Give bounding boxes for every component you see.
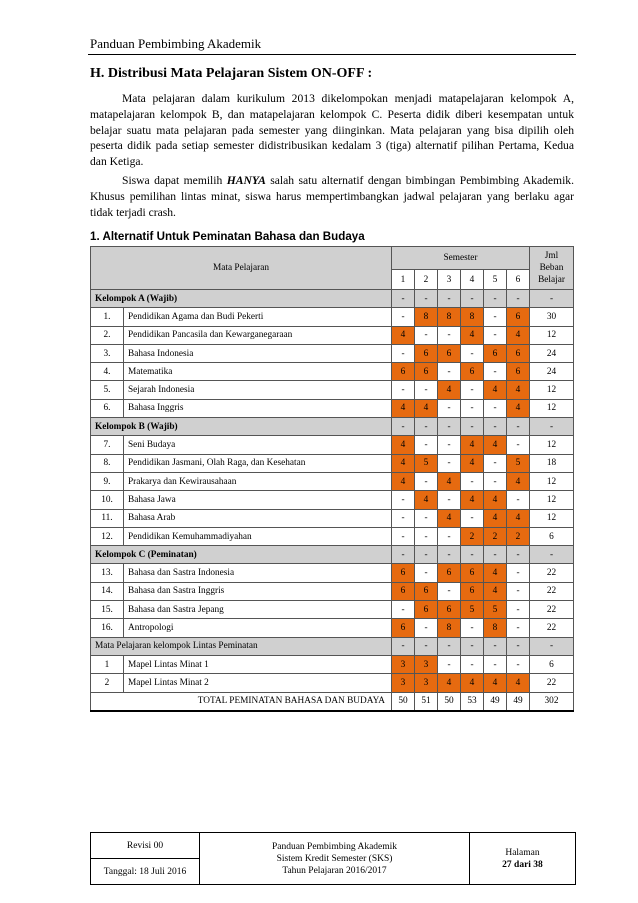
- jml-cell: 18: [530, 454, 574, 472]
- distribution-table: [90, 246, 574, 712]
- footer-doc-line3: Tahun Pelajaran 2016/2017: [282, 865, 387, 876]
- row-number: 12.: [91, 527, 124, 545]
- row-number: 8.: [91, 454, 124, 472]
- semester-header-1: 1: [392, 270, 415, 290]
- jml-cell: 22: [530, 619, 574, 637]
- semester-cell: 6: [415, 601, 438, 619]
- row-number: 11.: [91, 509, 124, 527]
- semester-cell: 3: [415, 674, 438, 692]
- semester-cell: 6: [484, 344, 507, 362]
- group-semester-cell: -: [438, 546, 461, 564]
- group-semester-cell: -: [507, 290, 530, 308]
- semester-cell: 6: [461, 582, 484, 600]
- semester-cell: 4: [415, 491, 438, 509]
- group-semester-cell: -: [392, 637, 415, 655]
- semester-header-2: 2: [415, 270, 438, 290]
- footer-document-info: [200, 833, 470, 885]
- semester-cell: 4: [461, 454, 484, 472]
- semester-cell: -: [438, 436, 461, 454]
- footer-doc-line2: Sistem Kredit Semester (SKS): [276, 853, 393, 864]
- semester-cell: -: [438, 326, 461, 344]
- group-semester-cell: -: [507, 546, 530, 564]
- group-semester-cell: -: [392, 290, 415, 308]
- footer-page-label: Halaman: [505, 847, 540, 858]
- semester-cell: -: [461, 344, 484, 362]
- semester-cell: 6: [507, 308, 530, 326]
- semester-cell: -: [438, 527, 461, 545]
- semester-cell: 4: [461, 491, 484, 509]
- subject-name: Matematika: [124, 363, 392, 381]
- semester-cell: 6: [415, 344, 438, 362]
- semester-cell: 8: [461, 308, 484, 326]
- semester-cell: 4: [392, 399, 415, 417]
- semester-cell: 5: [461, 601, 484, 619]
- semester-cell: -: [507, 436, 530, 454]
- subject-name: Bahasa Inggris: [124, 399, 392, 417]
- semester-cell: -: [415, 619, 438, 637]
- semester-cell: 6: [415, 363, 438, 381]
- subsection-title: 1. Alternatif Untuk Peminatan Bahasa dan Budaya: [90, 230, 365, 243]
- footer-revisi: Revisi 00: [91, 833, 200, 859]
- semester-cell: 6: [392, 564, 415, 582]
- table-row: [91, 308, 574, 326]
- group-row: [91, 418, 574, 436]
- semester-cell: -: [507, 582, 530, 600]
- semester-cell: 8: [438, 619, 461, 637]
- semester-cell: -: [415, 564, 438, 582]
- table-row: [91, 509, 574, 527]
- group-jml-cell: -: [530, 637, 574, 655]
- jml-cell: 22: [530, 601, 574, 619]
- semester-cell: -: [484, 363, 507, 381]
- group-label: Kelompok B (Wajib): [91, 418, 392, 436]
- group-semester-cell: -: [507, 418, 530, 436]
- semester-cell: -: [438, 399, 461, 417]
- subject-name: Bahasa dan Sastra Indonesia: [124, 564, 392, 582]
- row-number: 2: [91, 674, 124, 692]
- col-header-mapel: Mata Pelajaran: [91, 247, 392, 290]
- footer-page-value: 27 dari 38: [502, 859, 543, 870]
- subject-name: Mapel Lintas Minat 2: [124, 674, 392, 692]
- group-jml-cell: -: [530, 290, 574, 308]
- jml-cell: 24: [530, 363, 574, 381]
- semester-cell: 3: [392, 655, 415, 673]
- semester-cell: -: [484, 655, 507, 673]
- semester-cell: -: [392, 509, 415, 527]
- semester-header-5: 5: [484, 270, 507, 290]
- table-row: [91, 472, 574, 490]
- semester-cell: -: [438, 491, 461, 509]
- table-row: [91, 491, 574, 509]
- group-semester-cell: -: [507, 637, 530, 655]
- jml-cell: 12: [530, 436, 574, 454]
- semester-cell: 8: [415, 308, 438, 326]
- total-semester-cell: 53: [461, 692, 484, 711]
- semester-cell: 4: [461, 674, 484, 692]
- subject-name: Seni Budaya: [124, 436, 392, 454]
- table-row: [91, 399, 574, 417]
- group-semester-cell: -: [438, 290, 461, 308]
- semester-cell: 3: [415, 655, 438, 673]
- semester-cell: -: [484, 472, 507, 490]
- jml-cell: 12: [530, 326, 574, 344]
- total-semester-cell: 49: [484, 692, 507, 711]
- semester-cell: 6: [507, 363, 530, 381]
- semester-cell: -: [392, 491, 415, 509]
- semester-cell: 4: [438, 674, 461, 692]
- row-number: 7.: [91, 436, 124, 454]
- semester-cell: 4: [392, 454, 415, 472]
- semester-cell: -: [461, 655, 484, 673]
- semester-cell: 2: [461, 527, 484, 545]
- semester-cell: -: [461, 619, 484, 637]
- page-header: Panduan Pembimbing Akademik: [90, 36, 262, 51]
- subject-name: Pendidikan Kemuhammadiyahan: [124, 527, 392, 545]
- paragraph-2: [90, 173, 574, 220]
- footer-page: [470, 833, 576, 885]
- semester-cell: -: [415, 381, 438, 399]
- semester-cell: -: [438, 454, 461, 472]
- header-divider: [88, 54, 576, 55]
- total-label: TOTAL PEMINATAN BAHASA DAN BUDAYA: [91, 692, 392, 711]
- semester-cell: 6: [392, 582, 415, 600]
- semester-cell: -: [461, 399, 484, 417]
- semester-cell: 4: [507, 472, 530, 490]
- semester-cell: 4: [507, 381, 530, 399]
- semester-cell: -: [484, 454, 507, 472]
- jml-cell: 22: [530, 582, 574, 600]
- total-row: [91, 692, 574, 711]
- subject-name: Pendidikan Jasmani, Olah Raga, dan Kesehatan: [124, 454, 392, 472]
- subject-name: Bahasa dan Sastra Inggris: [124, 582, 392, 600]
- semester-cell: 4: [507, 674, 530, 692]
- table-row: [91, 674, 574, 692]
- semester-cell: -: [461, 472, 484, 490]
- group-semester-cell: -: [438, 418, 461, 436]
- jml-cell: 12: [530, 399, 574, 417]
- semester-cell: -: [415, 527, 438, 545]
- group-semester-cell: -: [392, 418, 415, 436]
- semester-cell: 6: [438, 344, 461, 362]
- table-row: [91, 527, 574, 545]
- group-row: [91, 546, 574, 564]
- semester-header-6: 6: [507, 270, 530, 290]
- section-title: H. Distribusi Mata Pelajaran Sistem ON-OFF :: [90, 66, 373, 81]
- semester-cell: 6: [392, 619, 415, 637]
- semester-cell: 4: [484, 582, 507, 600]
- group-semester-cell: -: [461, 418, 484, 436]
- semester-cell: 4: [438, 381, 461, 399]
- subject-name: Pendidikan Pancasila dan Kewarganegaraan: [124, 326, 392, 344]
- semester-cell: -: [392, 381, 415, 399]
- subject-name: Bahasa Jawa: [124, 491, 392, 509]
- semester-cell: 4: [415, 399, 438, 417]
- group-semester-cell: -: [415, 546, 438, 564]
- footer-doc-line1: Panduan Pembimbing Akademik: [271, 841, 398, 852]
- semester-cell: -: [415, 436, 438, 454]
- group-semester-cell: -: [438, 637, 461, 655]
- jml-cell: 30: [530, 308, 574, 326]
- semester-cell: 4: [484, 674, 507, 692]
- group-semester-cell: -: [415, 637, 438, 655]
- semester-cell: 4: [484, 509, 507, 527]
- table-row: [91, 655, 574, 673]
- semester-cell: -: [438, 582, 461, 600]
- semester-cell: 4: [507, 326, 530, 344]
- semester-cell: 6: [461, 564, 484, 582]
- semester-cell: -: [507, 655, 530, 673]
- table-row: [91, 454, 574, 472]
- subject-name: Bahasa dan Sastra Jepang: [124, 601, 392, 619]
- semester-cell: 3: [392, 674, 415, 692]
- semester-cell: 6: [461, 363, 484, 381]
- table-row: [91, 326, 574, 344]
- group-jml-cell: -: [530, 546, 574, 564]
- row-number: 13.: [91, 564, 124, 582]
- table-row: [91, 601, 574, 619]
- semester-cell: 4: [507, 399, 530, 417]
- semester-cell: 5: [507, 454, 530, 472]
- jml-cell: 12: [530, 491, 574, 509]
- semester-cell: 4: [484, 564, 507, 582]
- semester-cell: -: [415, 472, 438, 490]
- semester-cell: -: [392, 308, 415, 326]
- paragraph-1: [90, 91, 574, 170]
- group-semester-cell: -: [461, 546, 484, 564]
- row-number: 16.: [91, 619, 124, 637]
- semester-cell: 4: [392, 436, 415, 454]
- semester-cell: -: [484, 308, 507, 326]
- semester-cell: -: [438, 655, 461, 673]
- jml-cell: 6: [530, 527, 574, 545]
- semester-cell: 4: [392, 472, 415, 490]
- row-number: 4.: [91, 363, 124, 381]
- table-row: [91, 381, 574, 399]
- semester-cell: 6: [507, 344, 530, 362]
- row-number: 9.: [91, 472, 124, 490]
- semester-cell: 6: [438, 601, 461, 619]
- jml-cell: 12: [530, 472, 574, 490]
- jml-cell: 22: [530, 674, 574, 692]
- subject-name: Pendidikan Agama dan Budi Pekerti: [124, 308, 392, 326]
- subject-name: Bahasa Arab: [124, 509, 392, 527]
- semester-cell: 4: [461, 436, 484, 454]
- semester-cell: -: [484, 326, 507, 344]
- group-semester-cell: -: [484, 546, 507, 564]
- group-row: [91, 290, 574, 308]
- semester-cell: -: [392, 344, 415, 362]
- semester-header-3: 3: [438, 270, 461, 290]
- semester-cell: -: [507, 601, 530, 619]
- row-number: 15.: [91, 601, 124, 619]
- semester-cell: -: [415, 326, 438, 344]
- semester-cell: 6: [392, 363, 415, 381]
- semester-cell: -: [461, 381, 484, 399]
- jml-cell: 24: [530, 344, 574, 362]
- semester-cell: -: [507, 619, 530, 637]
- semester-cell: 8: [438, 308, 461, 326]
- semester-cell: -: [392, 527, 415, 545]
- group-semester-cell: -: [392, 546, 415, 564]
- paragraph-2-emphasis: HANYA: [226, 174, 266, 187]
- footer-tanggal: Tanggal: 18 Juli 2016: [91, 859, 200, 885]
- table-row: [91, 436, 574, 454]
- semester-cell: -: [507, 491, 530, 509]
- paragraph-1-text: Mata pelajaran dalam kurikulum 2013 dikelompokan menjadi matapelajaran kelompok A, matapelajaran kelompok B, dan matapelajaran kelompok C. Peserta didik diberi kesempatan untuk belajar suatu mata pelajaran pada semester yang diinginkan. Mata pelajaran yang bisa dipilih oleh peserta didik pada setiap semester didistribusikan kedalam 3 (tiga) alternatif pilihan Pertama, Kedua dan Ketiga.: [90, 92, 574, 169]
- semester-cell: 6: [438, 564, 461, 582]
- group-jml-cell: -: [530, 418, 574, 436]
- semester-cell: -: [438, 363, 461, 381]
- semester-cell: 2: [484, 527, 507, 545]
- semester-cell: 5: [415, 454, 438, 472]
- group-label: Mata Pelajaran kelompok Lintas Peminatan: [91, 637, 392, 655]
- total-semester-cell: 50: [392, 692, 415, 711]
- semester-cell: 4: [484, 381, 507, 399]
- total-semester-cell: 50: [438, 692, 461, 711]
- semester-header-4: 4: [461, 270, 484, 290]
- group-semester-cell: -: [461, 290, 484, 308]
- table-row: [91, 582, 574, 600]
- group-semester-cell: -: [484, 418, 507, 436]
- semester-cell: 4: [461, 326, 484, 344]
- jml-cell: 6: [530, 655, 574, 673]
- subject-name: Bahasa Indonesia: [124, 344, 392, 362]
- semester-cell: -: [507, 564, 530, 582]
- group-semester-cell: -: [415, 418, 438, 436]
- group-semester-cell: -: [484, 637, 507, 655]
- row-number: 6.: [91, 399, 124, 417]
- total-semester-cell: 49: [507, 692, 530, 711]
- group-label: Kelompok A (Wajib): [91, 290, 392, 308]
- semester-cell: 4: [484, 436, 507, 454]
- semester-cell: -: [415, 509, 438, 527]
- semester-cell: 4: [484, 491, 507, 509]
- group-semester-cell: -: [461, 637, 484, 655]
- semester-cell: 6: [415, 582, 438, 600]
- row-number: 14.: [91, 582, 124, 600]
- row-number: 10.: [91, 491, 124, 509]
- semester-cell: 4: [392, 326, 415, 344]
- table-row: [91, 619, 574, 637]
- row-number: 1.: [91, 308, 124, 326]
- total-jml-cell: 302: [530, 692, 574, 711]
- subject-name: Sejarah Indonesia: [124, 381, 392, 399]
- table-row: [91, 564, 574, 582]
- total-semester-cell: 51: [415, 692, 438, 711]
- group-label: Kelompok C (Peminatan): [91, 546, 392, 564]
- semester-cell: -: [461, 509, 484, 527]
- semester-cell: -: [484, 399, 507, 417]
- semester-cell: 8: [484, 619, 507, 637]
- col-header-jml: Jml Beban Belajar: [530, 247, 574, 290]
- paragraph-2-text-a: Siswa dapat memilih: [122, 174, 227, 187]
- jml-cell: 22: [530, 564, 574, 582]
- jml-cell: 12: [530, 509, 574, 527]
- semester-cell: 2: [507, 527, 530, 545]
- group-semester-cell: -: [415, 290, 438, 308]
- semester-cell: 4: [438, 472, 461, 490]
- row-number: 5.: [91, 381, 124, 399]
- subject-name: Antropologi: [124, 619, 392, 637]
- semester-cell: 5: [484, 601, 507, 619]
- table-row: [91, 363, 574, 381]
- group-row: [91, 637, 574, 655]
- col-header-semester: Semester: [392, 247, 530, 270]
- row-number: 2.: [91, 326, 124, 344]
- subject-name: Mapel Lintas Minat 1: [124, 655, 392, 673]
- group-semester-cell: -: [484, 290, 507, 308]
- subject-name: Prakarya dan Kewirausahaan: [124, 472, 392, 490]
- row-number: 1: [91, 655, 124, 673]
- footer-table: [90, 832, 576, 885]
- row-number: 3.: [91, 344, 124, 362]
- semester-cell: 4: [507, 509, 530, 527]
- semester-cell: 4: [438, 509, 461, 527]
- paragraph-2-text-b: salah satu alternatif dengan bimbingan Pembimbing Akademik. Khusus pemilihan lintas minat, siswa harus mempertimbangkan jadwal pelajaran yang berlaku agar tidak terjadi crash.: [90, 174, 574, 219]
- semester-cell: -: [392, 601, 415, 619]
- table-row: [91, 344, 574, 362]
- jml-cell: 12: [530, 381, 574, 399]
